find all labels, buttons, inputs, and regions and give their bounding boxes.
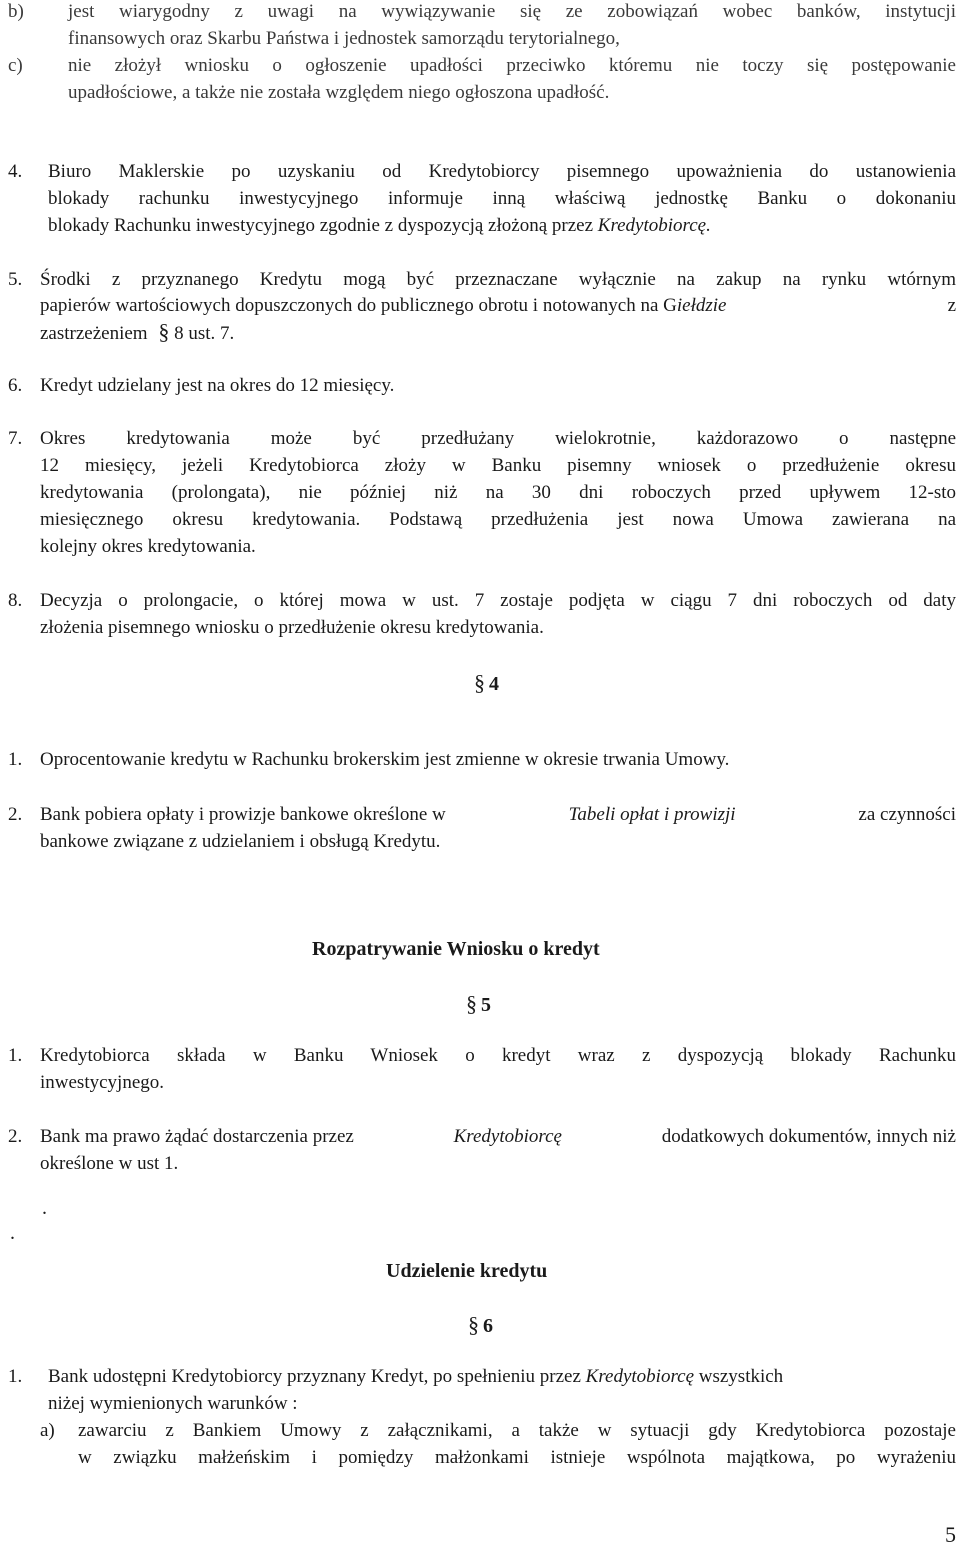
s6-item-a-line-1: zawarciu z Bankiem Umowy z załącznikami, a także w sytuacji gdy Kredytobiorca pozostaje [78,1420,956,1441]
para-5-line-3-rest: 8 ust. 7. [174,323,235,344]
para-7-line-3: kredytowania (prolongata), nie później niż na 30 dni roboczych przed upływem 12-sto [40,482,956,503]
s5-para-1-line-1: Kredytobiorca składa w Banku Wniosek o kredyt wraz z dyspozycją blokady Rachunku [40,1045,956,1066]
para-4-line-3-italic: Kredytobiorcę. [597,215,711,236]
heading-rozpatrywanie: Rozpatrywanie Wniosku o kredyt [312,938,600,960]
section-sign-icon: § [158,319,170,344]
s5-para-2-line-1 [40,1125,956,1149]
s6-item-a-line-2: w związku małżeńskim i pomiędzy małżonkami istnieje wspólnota majątkowa, po wyrażeniu [78,1447,956,1468]
item-c-marker: c) [8,55,23,76]
s6-para-1-line-1 [48,1365,783,1389]
para-6-text: Kredyt udzielany jest na okres do 12 miesięcy. [40,375,395,396]
s6-para-1-line-1-italic: Kredytobiorcę [585,1366,694,1387]
s5-para-2-line-1-italic: Kredytobiorcę [453,1126,562,1147]
s5-para-1-number: 1. [8,1045,23,1066]
para-5-line-1: Środki z przyznanego Kredytu mogą być przeznaczane wyłącznie na zakup na rynku wtórnym [40,269,956,290]
s4-para-1-number: 1. [8,749,23,770]
s6-item-a-marker: a) [40,1420,55,1441]
s5-para-2-line-1-text: Bank ma prawo żądać dostarczenia przez [40,1126,354,1147]
para-5-line-2-text: papierów wartościowych dopuszczonych do publicznego obrotu i notowanych na G [40,295,677,316]
s6-para-1-number: 1. [8,1366,23,1387]
para-5-line-2 [40,294,956,318]
para-8-number: 8. [8,590,23,611]
para-6-number: 6. [8,375,23,396]
section-5-number: 5 [481,994,491,1016]
para-4-line-3 [48,214,711,238]
para-7-line-1: Okres kredytowania może być przedłużany wielokrotnie, każdorazowo o następne [40,428,956,449]
item-b-line-2: finansowych oraz Skarbu Państwa i jednostek samorządu terytorialnego, [68,28,620,49]
page-number: 5 [945,1522,956,1547]
para-4-line-3-text: blokady Rachunku inwestycyjnego zgodnie z dyspozycją złożoną przez [48,215,594,236]
para-7-number: 7. [8,428,23,449]
para-5-line-2-italic: iełdzie [676,295,727,316]
s4-para-2-line-1 [40,803,956,827]
item-b-line-1: jest wiarygodny z uwagi na wywiązywanie się ze zobowiązań wobec banków, instytucji [68,1,956,22]
section-6-number: 6 [483,1315,493,1337]
para-7-line-5: kolejny okres kredytowania. [40,536,256,557]
s5-para-2-line-1-end: dodatkowych dokumentów, innych niż [661,1126,956,1147]
section-4-number: 4 [489,673,499,695]
para-5-number: 5. [8,269,23,290]
s4-para-1-text: Oprocentowanie kredytu w Rachunku brokerskim jest zmienne w okresie trwania Umowy. [40,749,730,770]
stray-dot: . [10,1222,15,1244]
section-sign-icon: § [468,1312,479,1337]
s6-para-1-line-1-end: wszystkich [698,1366,784,1387]
section-sign-icon: § [466,991,477,1016]
s5-para-1-line-2: inwestycyjnego. [40,1072,165,1093]
heading-udzielenie: Udzielenie kredytu [386,1260,548,1282]
s4-para-2-line-2: bankowe związane z udzielaniem i obsługą Kredytu. [40,831,441,852]
para-8-line-1: Decyzja o prolongacie, o której mowa w ust. 7 zostaje podjęta w ciągu 7 dni roboczych od daty [40,590,956,611]
para-4-line-1: Biuro Maklerskie po uzyskaniu od Kredytobiorcy pisemnego upoważnienia do ustanowienia [48,161,956,182]
para-5-line-3 [40,320,234,346]
item-b-marker: b) [8,1,24,22]
s6-para-1-line-2: niżej wymienionych warunków : [48,1393,298,1414]
para-5-line-3-text: zastrzeżeniem [40,323,148,344]
s4-para-2-line-1-text: Bank pobiera opłaty i prowizje bankowe określone w [40,804,446,825]
s4-para-2-line-1-italic: Tabeli opłat i prowizji [568,804,736,825]
stray-dot: . [42,1197,47,1219]
para-4-line-2: blokady rachunku inwestycyjnego informuje inną właściwą jednostkę Banku o dokonaniu [48,188,956,209]
section-4-heading [474,670,499,697]
section-sign-icon: § [474,670,485,695]
para-5-line-2-end: z [947,295,956,316]
s4-para-2-line-1-end: za czynności [858,804,956,825]
para-7-line-4: miesięcznego okresu kredytowania. Podstawą przedłużenia jest nowa Umowa zawierana na [40,509,956,530]
s5-para-2-line-2: określone w ust 1. [40,1153,179,1174]
item-c-line-1: nie złożył wniosku o ogłoszenie upadłości przeciwko któremu nie toczy się postępowanie [68,55,956,76]
para-8-line-2: złożenia pisemnego wniosku o przedłużenie okresu kredytowania. [40,617,544,638]
s5-para-2-number: 2. [8,1126,23,1147]
para-4-number: 4. [8,161,23,182]
para-7-line-2: 12 miesięcy, jeżeli Kredytobiorca złoży w Banku pisemny wniosek o przedłużenie okresu [40,455,956,476]
s4-para-2-number: 2. [8,804,23,825]
section-5-heading [466,991,491,1018]
s6-para-1-line-1-text: Bank udostępni Kredytobiorcy przyznany Kredyt, po spełnieniu przez [48,1366,581,1387]
section-6-heading [468,1312,493,1339]
item-c-line-2: upadłościowe, a także nie została względem niego ogłoszona upadłość. [68,82,610,103]
